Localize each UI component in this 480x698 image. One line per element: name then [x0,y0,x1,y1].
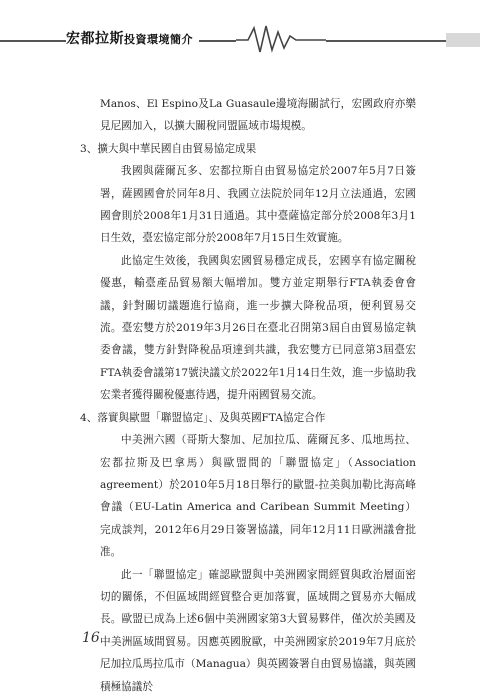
page-number: 16 [82,630,100,646]
heartbeat-wave-icon [236,22,326,56]
item-3-title: 3、擴大與中華民國自由貿易協定成果 [80,142,257,155]
page-header [0,0,480,72]
header-title-sub: 投資環境簡介 [124,33,193,46]
item-3-paragraph-1: 我國與薩爾瓦多、宏都拉斯自由貿易協定於2007年5月7日簽署，薩國國會於同年8月、我國立法院於同年12月立法通過，宏國國會則於2008年1月31日通過。其中臺薩協定部分於2008年3月1日生效，臺宏協定部分於2008年7月15日生效實施。 [100,165,416,245]
header-title [66,28,199,48]
item-4-paragraph-1: 中美洲六國（哥斯大黎加、尼加拉瓜、薩爾瓦多、瓜地馬拉、宏都拉斯及巴拿馬）與歐盟間的「聯盟協定」（Association agreement）於2010年5月18日舉行的歐盟-拉美與加勒比海高峰會議（EU-Latin America and Caribean Summit Meeting）完成談判，2012年6月29日簽署協議，同年12月11日歐洲議會批准。 [100,434,416,559]
item-3-paragraph-2: 此協定生效後，我國與宏國貿易穩定成長，宏國享有協定關稅優惠，輸臺產品貿易額大幅增加。雙方並定期舉行FTA執委會會議，針對關切議題進行協商，進一步擴大降稅品項，便利貿易交流。臺宏雙方於2019年3月26日在臺北召開第3屆自由貿易協定執委會議，雙方針對降稅品項達到共識，我宏雙方已同意第3屆臺宏FTA執委會議第17號決議文於2022年1月14日生效，進一步協助我宏業者獲得關稅優惠待遇，提升兩國貿易交流。 [100,254,416,402]
item-4-title: 4、落實與歐盟「聯盟協定」、及與英國FTA協定合作 [80,411,326,424]
header-edge-tab [446,33,480,47]
continued-paragraph: Manos、El Espino及La Guasaule邊境海關試行，宏國政府亦樂見尼國加入，以擴大關稅同盟區域市場規模。 [100,98,416,133]
item-4-paragraph-2: 此一「聯盟協定」確認歐盟與中美洲國家間經貿與政治層面密切的關係，不但區域間經貿整合更加落實，區域間之貿易亦大幅成長。歐盟已成為上述6個中美洲國家第3大貿易夥伴，僅次於美國及中美洲區域間貿易。因應英國脫歐，中美洲國家於2019年7月底於尼加拉瓜馬拉瓜市（Managua）與英國簽署自由貿易協議，與英國積極協議於 [100,568,416,693]
header-title-main: 宏都拉斯 [66,31,124,47]
